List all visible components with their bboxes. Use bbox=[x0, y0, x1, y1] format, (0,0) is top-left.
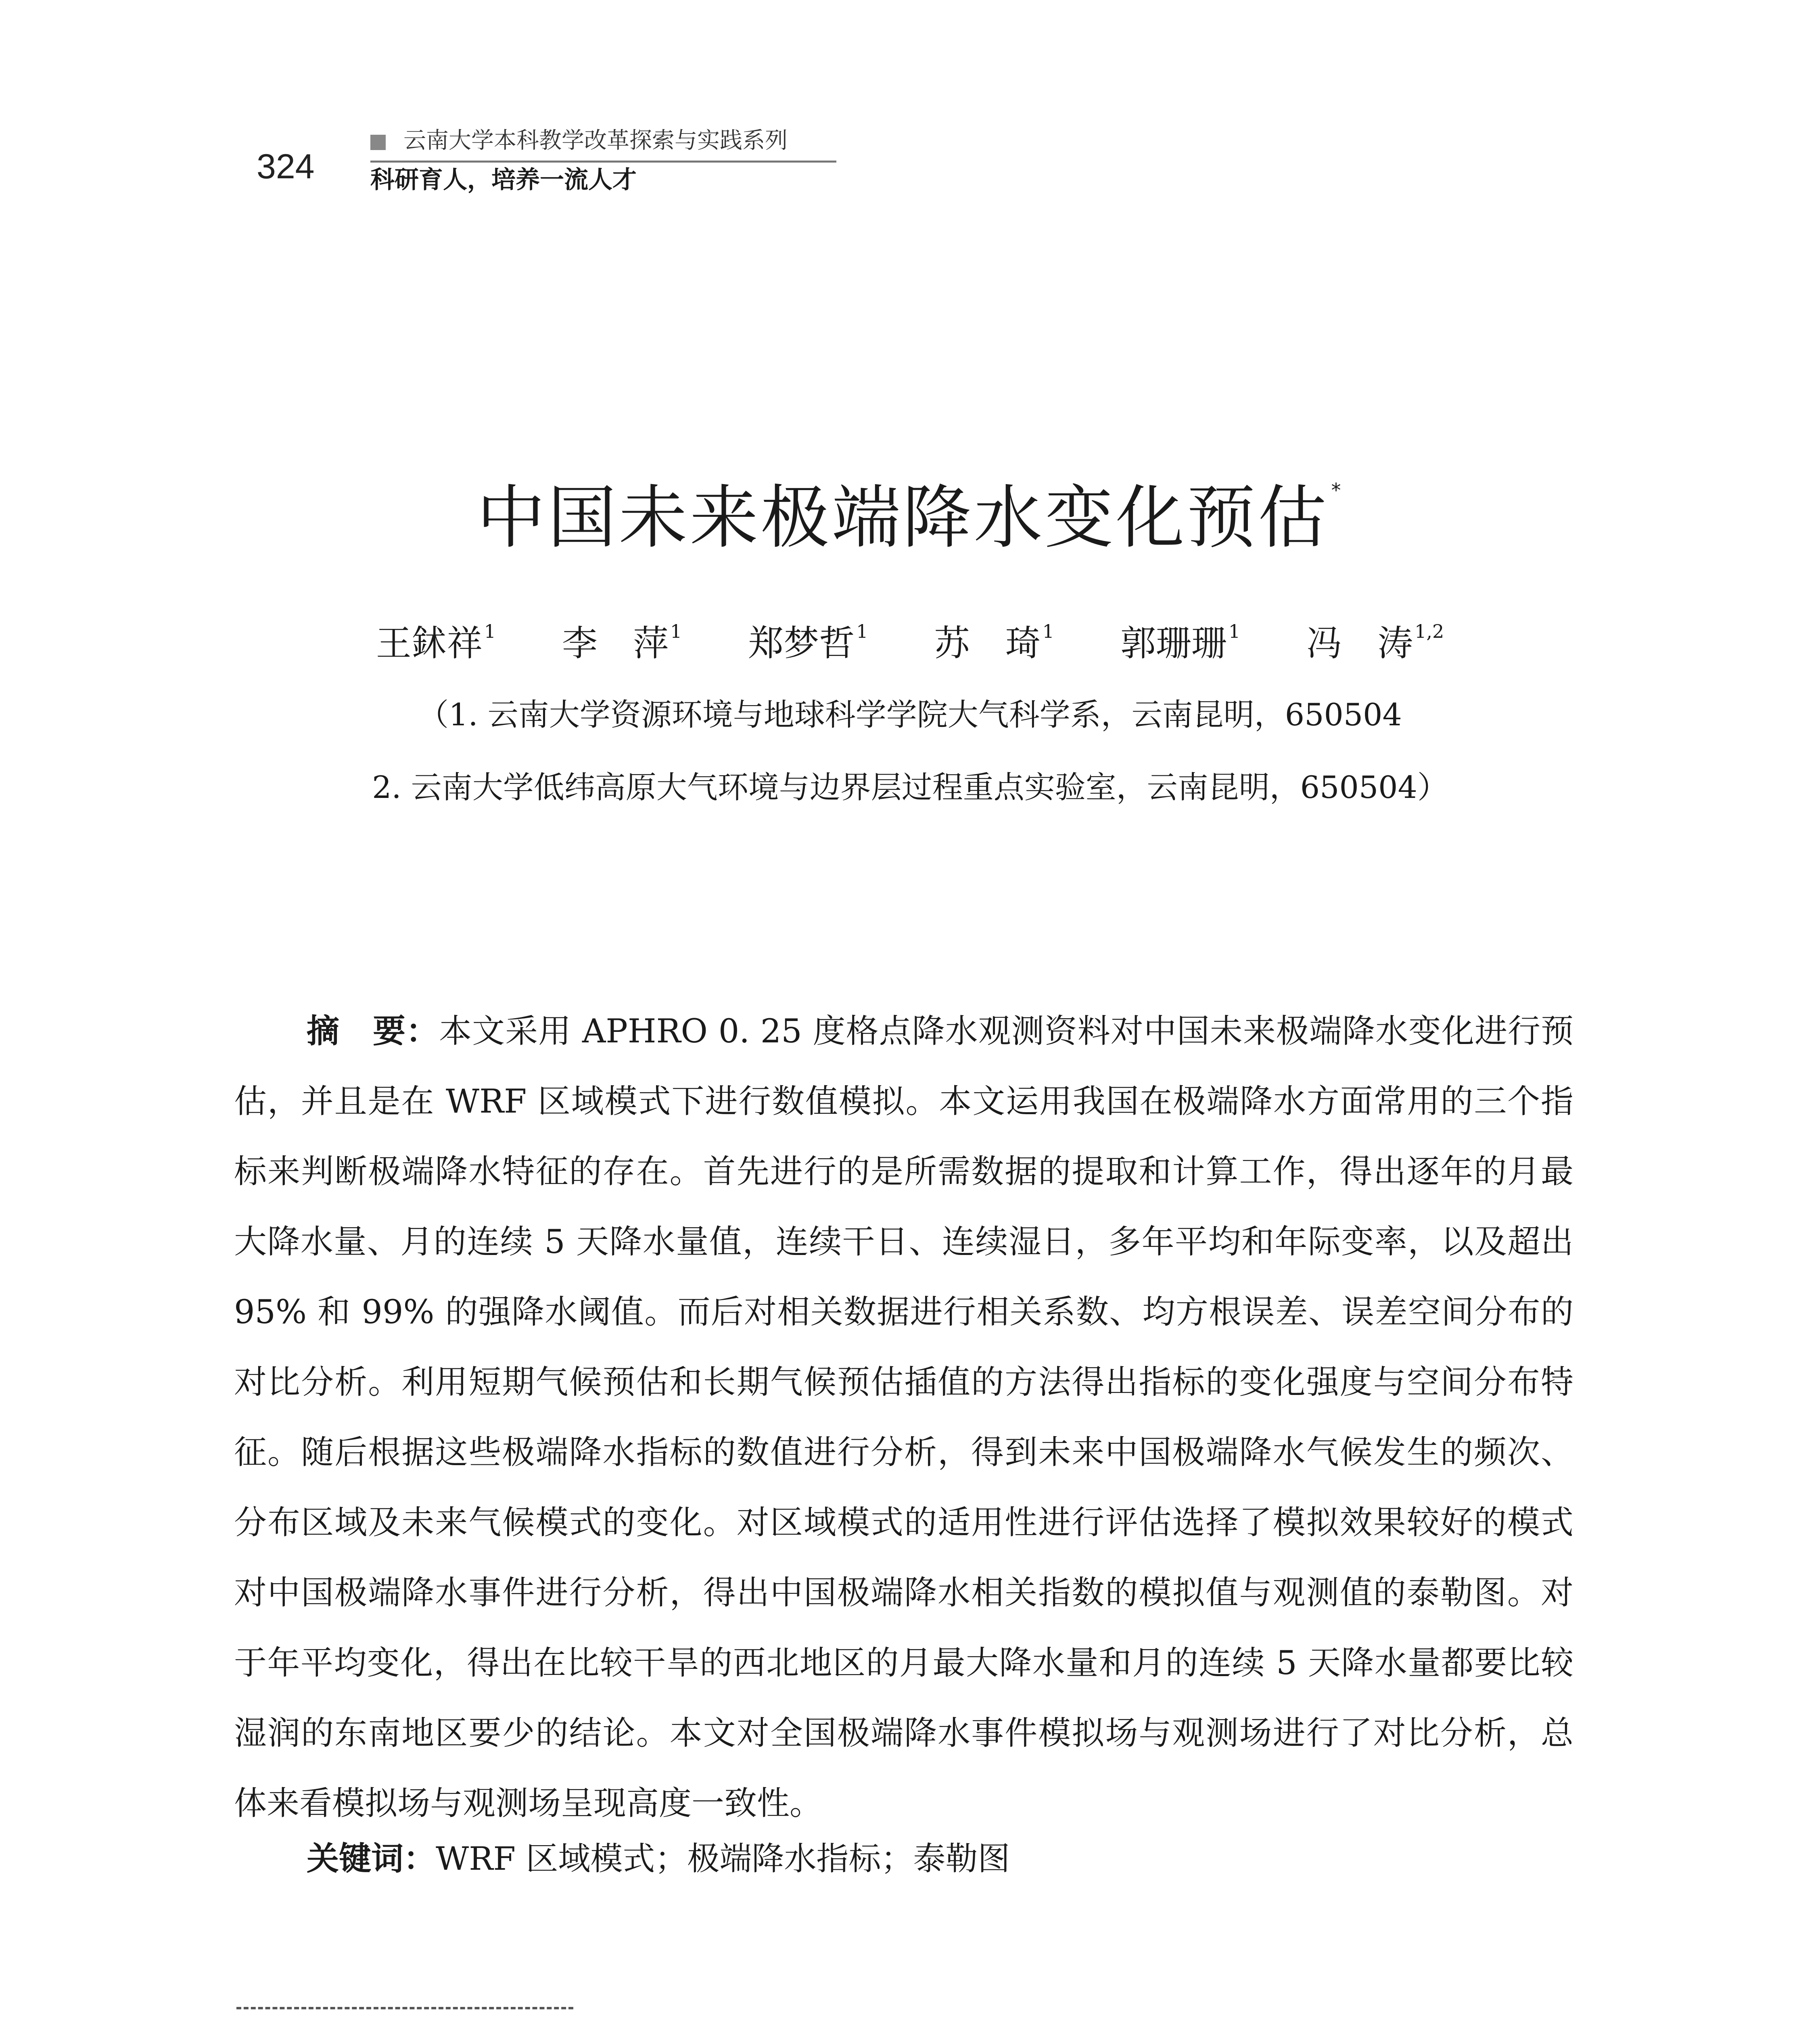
author-affiliation-mark: 1 bbox=[856, 620, 868, 642]
author-name: 苏 琦 bbox=[934, 622, 1041, 664]
author-affiliation-mark: 1 bbox=[1228, 620, 1241, 642]
series-title: 云南大学本科教学改革探索与实践系列 bbox=[403, 127, 788, 154]
paper-title-block bbox=[0, 480, 1820, 556]
author-name: 王鉥祥 bbox=[376, 622, 483, 664]
author-affiliation-mark: 1 bbox=[670, 620, 682, 642]
author-affiliation-mark: 1 bbox=[1042, 620, 1054, 642]
affiliation-2: 2. 云南大学低纬高原大气环境与边界层过程重点实验室，云南昆明，650504） bbox=[372, 769, 1448, 805]
footnote-divider bbox=[236, 2007, 573, 2009]
author-name: 李 萍 bbox=[562, 622, 669, 664]
paper-title: 中国未来极端降水变化预估 bbox=[476, 478, 1329, 558]
keywords-text: WRF 区域模式；极端降水指标；泰勒图 bbox=[436, 1840, 1010, 1877]
author-name: 郑梦哲 bbox=[748, 622, 855, 664]
author bbox=[1120, 621, 1240, 663]
abstract bbox=[234, 996, 1573, 1839]
title-footnote-mark: * bbox=[1331, 479, 1344, 502]
keywords bbox=[307, 1840, 1573, 1878]
author bbox=[562, 621, 682, 663]
author-list bbox=[0, 621, 1820, 663]
author bbox=[376, 621, 496, 663]
author bbox=[1306, 621, 1444, 663]
keywords-label: 关键词： bbox=[307, 1840, 436, 1877]
header-square-marker bbox=[370, 135, 386, 150]
affiliation-1: （1. 云南大学资源环境与地球科学学院大气科学系，云南昆明，650504 bbox=[418, 697, 1402, 733]
author bbox=[748, 621, 868, 663]
header-rule bbox=[370, 161, 836, 163]
abstract-label: 摘 要： bbox=[307, 1013, 439, 1050]
series-slogan: 科研育人，培养一流人才 bbox=[370, 166, 637, 194]
author-name: 冯 涛 bbox=[1306, 622, 1413, 664]
author bbox=[934, 621, 1054, 663]
author-affiliation-mark: 1 bbox=[484, 620, 496, 642]
page-number: 324 bbox=[257, 147, 315, 186]
author-affiliation-mark: 1,2 bbox=[1415, 620, 1444, 642]
abstract-text: 本文采用 APHRO 0. 25 度格点降水观测资料对中国未来极端降水变化进行预估，并且是在 WRF 区域模式下进行数值模拟。本文运用我国在极端降水方面常用的三个指标来判断极端降水特征的存在。首先进行的是所需数据的提取和计算工作，得出逐年的月最大降水量、月的连续 5 天降水量值，连续干日、连续湿日，多年平均和年际变率，以及超出 95% 和 99% 的强降水阈值。而后对相关数据进行相关系数、均方根误差、误差空间分布的对比分析。利用短期气候预估和长期气候预估插值的方法得出指标的变化强度与空间分布特征。随后根据这些极端降水指标的数值进行分析，得到未来中国极端降水气候发生的频次、分布区域及未来气候模式的变化。对区域模式的适用性进行评估选择了模拟效果较好的模式对中国极端降水事件进行分析，得出中国极端降水相关指数的模拟值与观测值的泰勒图。对于年平均变化，得出在比较干旱的西北地区的月最大降水量和月的连续 5 天降水量都要比较湿润的东南地区要少的结论。本文对全国极端降水事件模拟场与观测场进行了对比分析，总体来看模拟场与观测场呈现高度一致性。 bbox=[234, 1013, 1573, 1823]
author-name: 郭珊珊 bbox=[1120, 622, 1227, 664]
